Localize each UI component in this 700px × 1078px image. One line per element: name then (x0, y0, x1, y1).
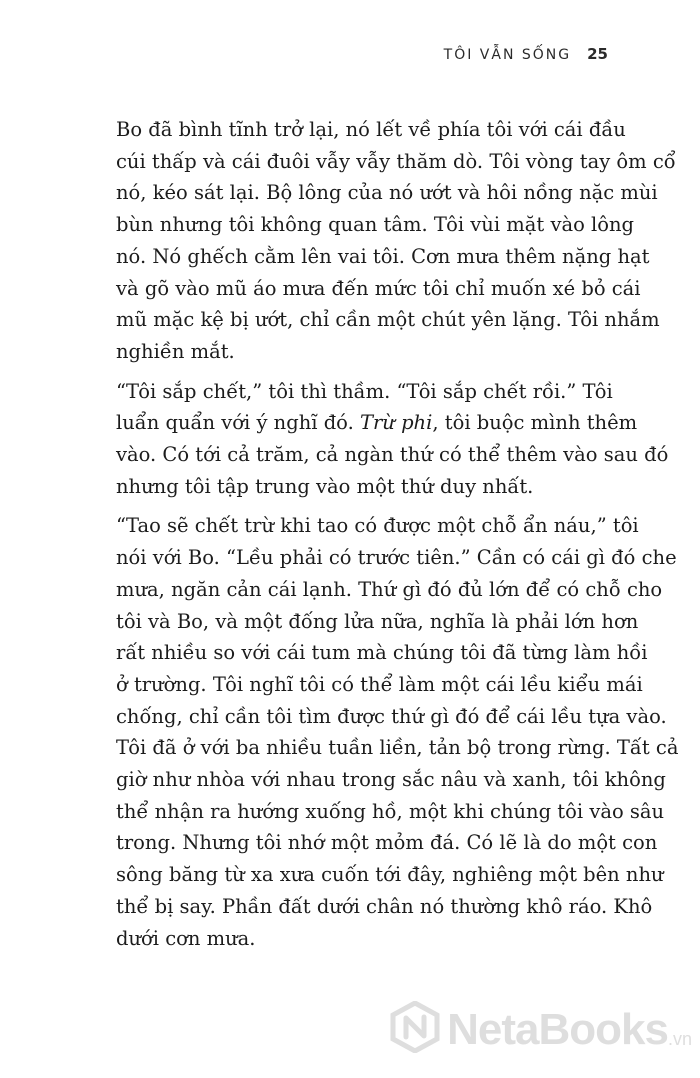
running-head (444, 45, 608, 63)
text-line: mưa, ngăn cản cái lạnh. Thứ gì đó đủ lớn để có chỗ cho (116, 577, 663, 601)
text-line: tôi và Bo, và một đống lửa nữa, nghĩa là phải lớn hơn (116, 609, 639, 633)
text-line: cúi thấp và cái đuôi vẫy vẫy thăm dò. Tôi vòng tay ôm cổ (116, 149, 676, 173)
paragraph-1 (116, 114, 676, 368)
text-line: nó. Nó ghếch cằm lên vai tôi. Cơn mưa thêm nặng hạt (116, 244, 650, 268)
watermark (389, 1001, 692, 1058)
text-line: “Tôi sắp chết,” tôi thì thầm. “Tôi sắp chết rồi.” Tôi (116, 379, 613, 403)
paragraph-3 (116, 510, 679, 954)
text-segment: , tôi buộc mình thêm (432, 411, 638, 435)
page-number: 25 (587, 45, 608, 63)
body-text (116, 114, 679, 954)
text-line: rất nhiều so với cái tum mà chúng tôi đã từng làm hồi (116, 641, 648, 665)
watermark-suffix: .vn (667, 1029, 692, 1049)
text-line: nhưng tôi tập trung vào một thứ duy nhất. (116, 474, 534, 498)
netabooks-logo-icon (389, 1001, 441, 1058)
text-line: thể bị say. Phần đất dưới chân nó thường khô ráo. Khô (116, 894, 653, 918)
text-line: thể nhận ra hướng xuống hồ, một khi chúng tôi vào sâu (116, 799, 665, 823)
text-line: chống, chỉ cần tôi tìm được thứ gì đó để cái lều tựa vào. (116, 704, 667, 728)
text-line: giờ như nhòa với nhau trong sắc nâu và xanh, tôi không (116, 768, 666, 792)
text-line: Bo đã bình tĩnh trở lại, nó lết về phía tôi với cái đầu (116, 118, 626, 141)
watermark-brand: NetaBooks (447, 1004, 668, 1054)
text-line: mũ mặc kệ bị ướt, chỉ cần một chút yên lặng. Tôi nhắm (116, 308, 660, 332)
text-line: nó, kéo sát lại. Bộ lông của nó ướt và hôi nồng nặc mùi (116, 181, 658, 205)
text-line: dưới cơn mưa. (116, 926, 256, 950)
text-line: Tôi đã ở với ba nhiều tuần liền, tản bộ trong rừng. Tất cả (116, 736, 679, 760)
text-line: trong. Nhưng tôi nhớ một mỏm đá. Có lẽ là do một con (116, 831, 658, 855)
text-line: vào. Có tới cả trăm, cả ngàn thứ có thể thêm vào sau đó (116, 443, 669, 467)
text-line: ở trường. Tôi nghĩ tôi có thể làm một cái lều kiểu mái (116, 672, 643, 696)
text-line: nói với Bo. “Lều phải có trước tiên.” Cần có cái gì đó che (116, 546, 677, 570)
text-line: sông băng từ xa xưa cuốn tới đây, nghiêng một bên như (116, 863, 664, 887)
text-segment: luẩn quẩn với ý nghĩ đó. (116, 411, 354, 435)
text-line: nghiền mắt. (116, 339, 235, 363)
text-line: bùn nhưng tôi không quan tâm. Tôi vùi mặt vào lông (116, 213, 635, 237)
text-line: và gõ vào mũ áo mưa đến mức tôi chỉ muốn xé bỏ cái (116, 276, 641, 300)
text-line-with-italic (116, 407, 638, 439)
running-title: TÔI VẪN SỐNG (443, 47, 572, 63)
paragraph-2 (116, 376, 669, 503)
text-line: “Tao sẽ chết trừ khi tao có được một chỗ ẩn náu,” tôi (116, 514, 639, 538)
italic-phrase: Trừ phi (359, 411, 433, 435)
